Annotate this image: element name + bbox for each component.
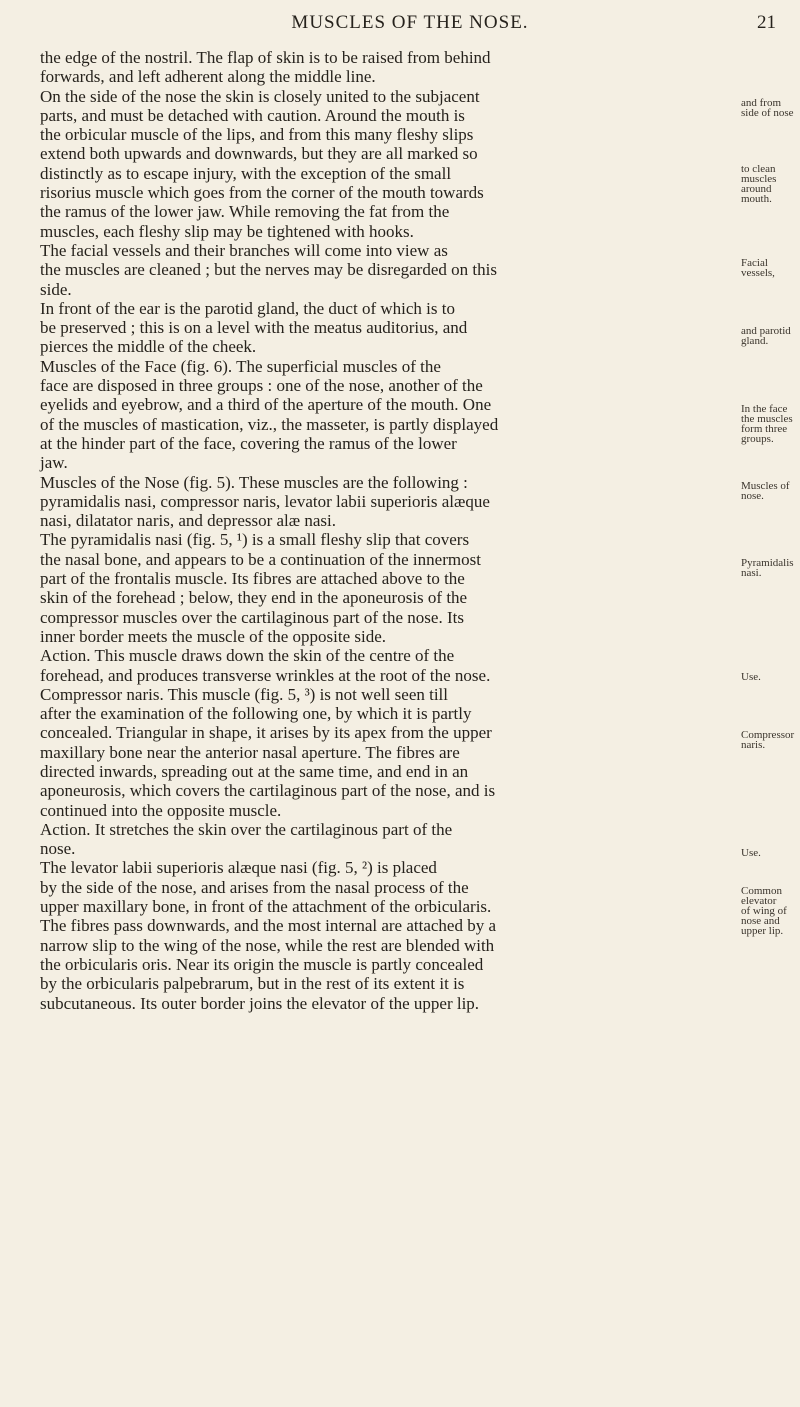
text-line: Action. It stretches the skin over the cartilaginous part of the bbox=[40, 819, 453, 839]
text-line: concealed. Triangular in shape, it arises by its apex from the upper bbox=[40, 723, 492, 743]
text-line: inner border meets the muscle of the opposite side. bbox=[40, 626, 387, 646]
body-text bbox=[40, 48, 742, 1013]
margin-note-line: muscles bbox=[741, 173, 777, 185]
margin-note-line: In the face bbox=[741, 403, 788, 415]
text-line: The levator labii superioris alæque nasi (fig. 5, ²) is placed bbox=[40, 858, 437, 878]
text-line: the orbicular muscle of the lips, and from this many fleshy slips bbox=[40, 125, 474, 145]
text-line: The pyramidalis nasi (fig. 5, ¹) is a small fleshy slip that covers bbox=[40, 530, 470, 550]
margin-note-line: the muscles bbox=[741, 413, 793, 425]
margin-note-line: nasi. bbox=[741, 567, 762, 579]
margin-note-line: gland. bbox=[741, 335, 769, 347]
text-line: face are disposed in three groups : one of the nose, another of the bbox=[40, 376, 483, 396]
text-line: directed inwards, spreading out at the same time, and end in an bbox=[40, 761, 469, 781]
text-line: jaw. bbox=[40, 453, 68, 473]
margin-note bbox=[741, 848, 799, 858]
text-line: parts, and must be detached with caution. Around the mouth is bbox=[40, 105, 465, 125]
margin-note bbox=[741, 258, 799, 278]
margin-note-line: and parotid bbox=[741, 325, 791, 337]
margin-note-line: Pyramidalis bbox=[741, 557, 794, 569]
margin-note-line: naris. bbox=[741, 739, 766, 751]
text-line: after the examination of the following one, by which it is partly bbox=[40, 704, 472, 724]
text-line: Action. This muscle draws down the skin of the centre of the bbox=[40, 646, 455, 666]
margin-note-line: mouth. bbox=[741, 193, 772, 205]
text-line: part of the frontalis muscle. Its fibres are attached above to the bbox=[40, 569, 465, 589]
text-line: forehead, and produces transverse wrinkles at the root of the nose. bbox=[40, 665, 491, 685]
text-line: The fibres pass downwards, and the most internal are attached by a bbox=[40, 916, 497, 936]
text-line: upper maxillary bone, in front of the attachment of the orbicularis. bbox=[40, 897, 492, 917]
margin-note-line: to clean bbox=[741, 163, 776, 175]
text-line: distinctly as to escape injury, with the exception of the small bbox=[40, 163, 452, 183]
margin-note-line: Use. bbox=[741, 671, 761, 683]
margin-note-line: Use. bbox=[741, 847, 761, 859]
text-line: extend both upwards and downwards, but they are all marked so bbox=[40, 144, 478, 164]
text-line: Compressor naris. This muscle (fig. 5, ³) is not well seen till bbox=[40, 684, 449, 704]
margin-note-line: upper lip. bbox=[741, 925, 784, 937]
text-line: skin of the forehead ; below, they end in the aponeurosis of the bbox=[40, 588, 468, 608]
text-line: pyramidalis nasi, compressor naris, levator labii superioris alæque bbox=[40, 491, 490, 511]
text-line: In front of the ear is the parotid gland, the duct of which is to bbox=[40, 298, 455, 318]
margin-note bbox=[741, 730, 799, 750]
text-line: maxillary bone near the anterior nasal aperture. The fibres are bbox=[40, 742, 460, 762]
margin-note-line: of wing of bbox=[741, 905, 787, 917]
margin-note-line: Common bbox=[741, 885, 782, 897]
margin-note bbox=[741, 886, 799, 936]
margin-note-line: nose and bbox=[741, 915, 780, 927]
text-line: risorius muscle which goes from the corner of the mouth towards bbox=[40, 183, 484, 203]
text-line: Muscles of the Face (fig. 6). The superficial muscles of the bbox=[40, 356, 441, 376]
text-line: subcutaneous. Its outer border joins the elevator of the upper lip. bbox=[40, 993, 480, 1013]
page-number: 21 bbox=[757, 12, 776, 33]
text-line: muscles, each fleshy slip may be tightened with hooks. bbox=[40, 221, 414, 241]
text-line: the orbicularis oris. Near its origin the muscle is partly concealed bbox=[40, 954, 484, 974]
text-line: nasi, dilatator naris, and depressor alæ nasi. bbox=[40, 511, 337, 531]
text-line: the ramus of the lower jaw. While removing the fat from the bbox=[40, 202, 450, 222]
text-line: eyelids and eyebrow, and a third of the aperture of the mouth. One bbox=[40, 395, 492, 415]
running-head: MUSCLES OF THE NOSE. bbox=[291, 12, 529, 33]
margin-note-line: Muscles of bbox=[741, 480, 790, 492]
text-line: the muscles are cleaned ; but the nerves may be disregarded on this bbox=[40, 260, 497, 280]
margin-note-line: Facial bbox=[741, 257, 768, 269]
text-line: nose. bbox=[40, 839, 76, 859]
text-line: forwards, and left adherent along the middle line. bbox=[40, 67, 376, 87]
margin-note bbox=[741, 558, 799, 578]
margin-note-line: nose. bbox=[741, 490, 764, 502]
margin-note-line: and from bbox=[741, 97, 782, 109]
margin-note-line: groups. bbox=[741, 433, 774, 445]
text-line: pierces the middle of the cheek. bbox=[40, 337, 257, 357]
margin-note-line: around bbox=[741, 183, 772, 195]
text-line: narrow slip to the wing of the nose, while the rest are blended with bbox=[40, 935, 495, 955]
text-line: compressor muscles over the cartilaginous part of the nose. Its bbox=[40, 607, 464, 627]
margin-note-line: vessels, bbox=[741, 267, 775, 279]
margin-note bbox=[741, 404, 799, 444]
text-line: the edge of the nostril. The flap of skin is to be raised from behind bbox=[40, 48, 491, 67]
text-line: the nasal bone, and appears to be a continuation of the innermost bbox=[40, 549, 481, 569]
text-line: On the side of the nose the skin is closely united to the subjacent bbox=[40, 86, 480, 106]
margin-note bbox=[741, 481, 799, 501]
page-header bbox=[40, 6, 780, 44]
margin-note-line: form three bbox=[741, 423, 788, 435]
text-line: by the orbicularis palpebrarum, but in the rest of its extent it is bbox=[40, 974, 465, 994]
margin-note-line: side of nose bbox=[741, 107, 794, 119]
margin-note-line: elevator bbox=[741, 895, 777, 907]
text-line: aponeurosis, which covers the cartilaginous part of the nose, and is bbox=[40, 781, 496, 801]
text-line: by the side of the nose, and arises from the nasal process of the bbox=[40, 877, 469, 897]
text-line: Muscles of the Nose (fig. 5). These muscles are the following : bbox=[40, 472, 468, 492]
text-line: side. bbox=[40, 279, 72, 299]
text-line: be preserved ; this is on a level with the meatus auditorius, and bbox=[40, 318, 468, 338]
text-line: continued into the opposite muscle. bbox=[40, 800, 282, 820]
text-line: of the muscles of mastication, viz., the masseter, is partly displayed bbox=[40, 414, 499, 434]
margin-note-line: Compressor bbox=[741, 729, 795, 741]
text-line: The facial vessels and their branches will come into view as bbox=[40, 240, 448, 260]
margin-note bbox=[741, 98, 799, 118]
margin-note bbox=[741, 164, 799, 204]
text-line: at the hinder part of the face, covering the ramus of the lower bbox=[40, 433, 457, 453]
margin-note bbox=[741, 326, 799, 346]
margin-note bbox=[741, 672, 799, 682]
